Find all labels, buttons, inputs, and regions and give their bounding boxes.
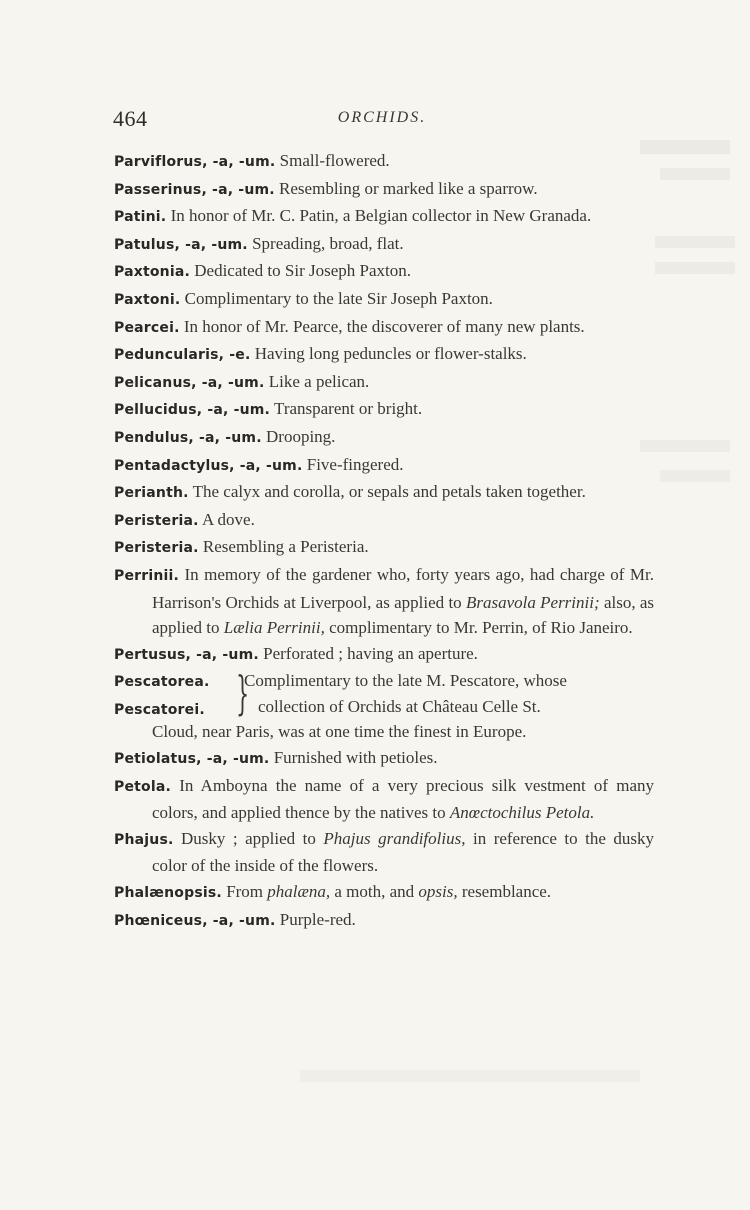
entry-term: Pertusus, -a, -um. <box>114 646 259 663</box>
italic-species-name: Anœctochilus Petola. <box>449 803 595 823</box>
entry-definition: also, as applied to <box>152 592 655 638</box>
entry-definition: Cloud, near Paris, was at one time the finest in Europe. <box>152 722 527 742</box>
entry-definition: In memory of the gardener who, forty years ago, had charge of Mr. Harrison's Orchids at Liverpool, as applied to <box>152 564 655 612</box>
entry-definition: resemblance. <box>461 882 552 902</box>
entry-definition: Spreading, broad, flat. <box>252 233 404 253</box>
entry-definition: complimentary to Mr. Perrin, of Rio Janeiro. <box>329 618 633 638</box>
glossary-entry <box>114 879 654 907</box>
entry-definition: From <box>226 882 264 902</box>
entry-definition: Resembling or marked like a sparrow. <box>279 178 538 198</box>
bracketed-entry <box>114 668 654 745</box>
glossary-entry <box>114 369 654 397</box>
glossary-entry <box>114 562 654 641</box>
entry-term: Pescatorei. <box>114 701 205 718</box>
entry-term: Peristeria. <box>114 540 199 557</box>
entry-definition: collection of Orchids at Château Celle St. <box>258 696 541 716</box>
entry-term: Pescatorea. <box>114 674 210 691</box>
entry-definition: Five-fingered. <box>306 454 404 474</box>
glossary-entry <box>114 148 654 176</box>
glossary-entry <box>114 424 654 452</box>
entry-definition: In honor of Mr. Pearce, the discoverer of many new plants. <box>183 316 585 336</box>
italic-word: phalæna, <box>267 882 331 902</box>
page-header <box>113 106 651 134</box>
glossary-entry <box>114 286 654 314</box>
glossary-entry <box>114 258 654 286</box>
entry-definition: Perforated ; having an aperture. <box>263 643 478 663</box>
glossary-entry <box>114 396 654 424</box>
entry-definition: Transparent or bright. <box>274 399 423 419</box>
italic-species-name: Lælia Perrinii, <box>223 618 325 638</box>
entry-term: Paxtonia. <box>114 264 191 281</box>
glossary-entry <box>114 203 654 231</box>
entry-term: Petola. <box>114 778 172 795</box>
entry-definition: Purple-red. <box>279 909 356 929</box>
entry-term: Passerinus, -a, -um. <box>114 181 275 198</box>
entry-term: Parviflorus, -a, -um. <box>114 154 276 170</box>
entry-term: Phalænopsis. <box>114 885 222 902</box>
entry-definition: Like a pelican. <box>268 371 370 391</box>
entry-definition: In honor of Mr. C. Patin, a Belgian collector in New Granada. <box>170 206 592 226</box>
italic-species-name: Phajus grandifolius, <box>323 828 466 848</box>
brace-symbol: } <box>236 666 250 721</box>
entry-definition: Drooping. <box>266 426 336 446</box>
entry-term: Peduncularis, -e. <box>114 347 251 364</box>
entry-definition: A dove. <box>201 509 255 529</box>
entry-term: Pelicanus, -a, -um. <box>114 374 265 391</box>
entry-term: Perianth. <box>114 485 189 502</box>
glossary-entry <box>114 773 654 826</box>
entry-term: Perrinii. <box>114 567 180 584</box>
entry-term: Patulus, -a, -um. <box>114 236 248 253</box>
entry-definition: Complimentary to the late Sir Joseph Paxton. <box>184 288 493 308</box>
glossary-entry <box>114 341 654 369</box>
glossary-entries <box>114 148 654 934</box>
entry-term: Patini. <box>114 209 167 226</box>
entry-term: Pentadactylus, -a, -um. <box>114 457 303 474</box>
entry-definition: Dedicated to Sir Joseph Paxton. <box>194 261 411 281</box>
glossary-entry <box>114 231 654 259</box>
glossary-entry <box>114 907 654 935</box>
glossary-entry <box>114 534 654 562</box>
entry-definition: Having long peduncles or flower-stalks. <box>254 344 527 364</box>
italic-species-name: Brasavola Perrinii; <box>465 592 600 612</box>
entry-term: Pearcei. <box>114 319 180 336</box>
entry-definition: Complimentary to the late M. Pescatore, whose <box>244 671 567 691</box>
entry-term: Phœniceus, -a, -um. <box>114 912 276 929</box>
entry-definition: Dusky ; applied to <box>181 828 316 848</box>
entry-definition: in reference to the dusky color of the inside of the flowers. <box>152 828 654 876</box>
entry-term: Peristeria. <box>114 512 199 529</box>
running-head: ORCHIDS. <box>337 109 427 126</box>
entry-term: Phajus. <box>114 831 174 848</box>
entry-term: Pellucidus, -a, -um. <box>114 402 271 419</box>
italic-word: opsis, <box>418 882 458 902</box>
glossary-entry <box>114 507 654 535</box>
entry-definition: In Amboyna the name of a very precious silk vestment of many colors, and applied thence by the natives to <box>152 775 654 823</box>
entry-definition: Furnished with petioles. <box>273 748 438 768</box>
entry-term: Pendulus, -a, -um. <box>114 429 262 446</box>
entry-definition: Resembling a Peristeria. <box>202 537 369 557</box>
glossary-entry <box>114 641 654 669</box>
glossary-entry <box>114 452 654 480</box>
glossary-entry <box>114 314 654 342</box>
entry-definition: Small-flowered. <box>279 151 390 170</box>
entry-term: Petiolatus, -a, -um. <box>114 751 270 768</box>
glossary-entry <box>114 479 654 507</box>
entry-definition: a moth, and <box>334 882 415 902</box>
glossary-entry <box>114 176 654 204</box>
entry-definition: The calyx and corolla, or sepals and petals taken together. <box>192 482 586 502</box>
glossary-entry <box>114 826 654 879</box>
entry-term: Paxtoni. <box>114 291 181 308</box>
glossary-entry <box>114 745 654 773</box>
page-number: 464 <box>113 106 148 131</box>
